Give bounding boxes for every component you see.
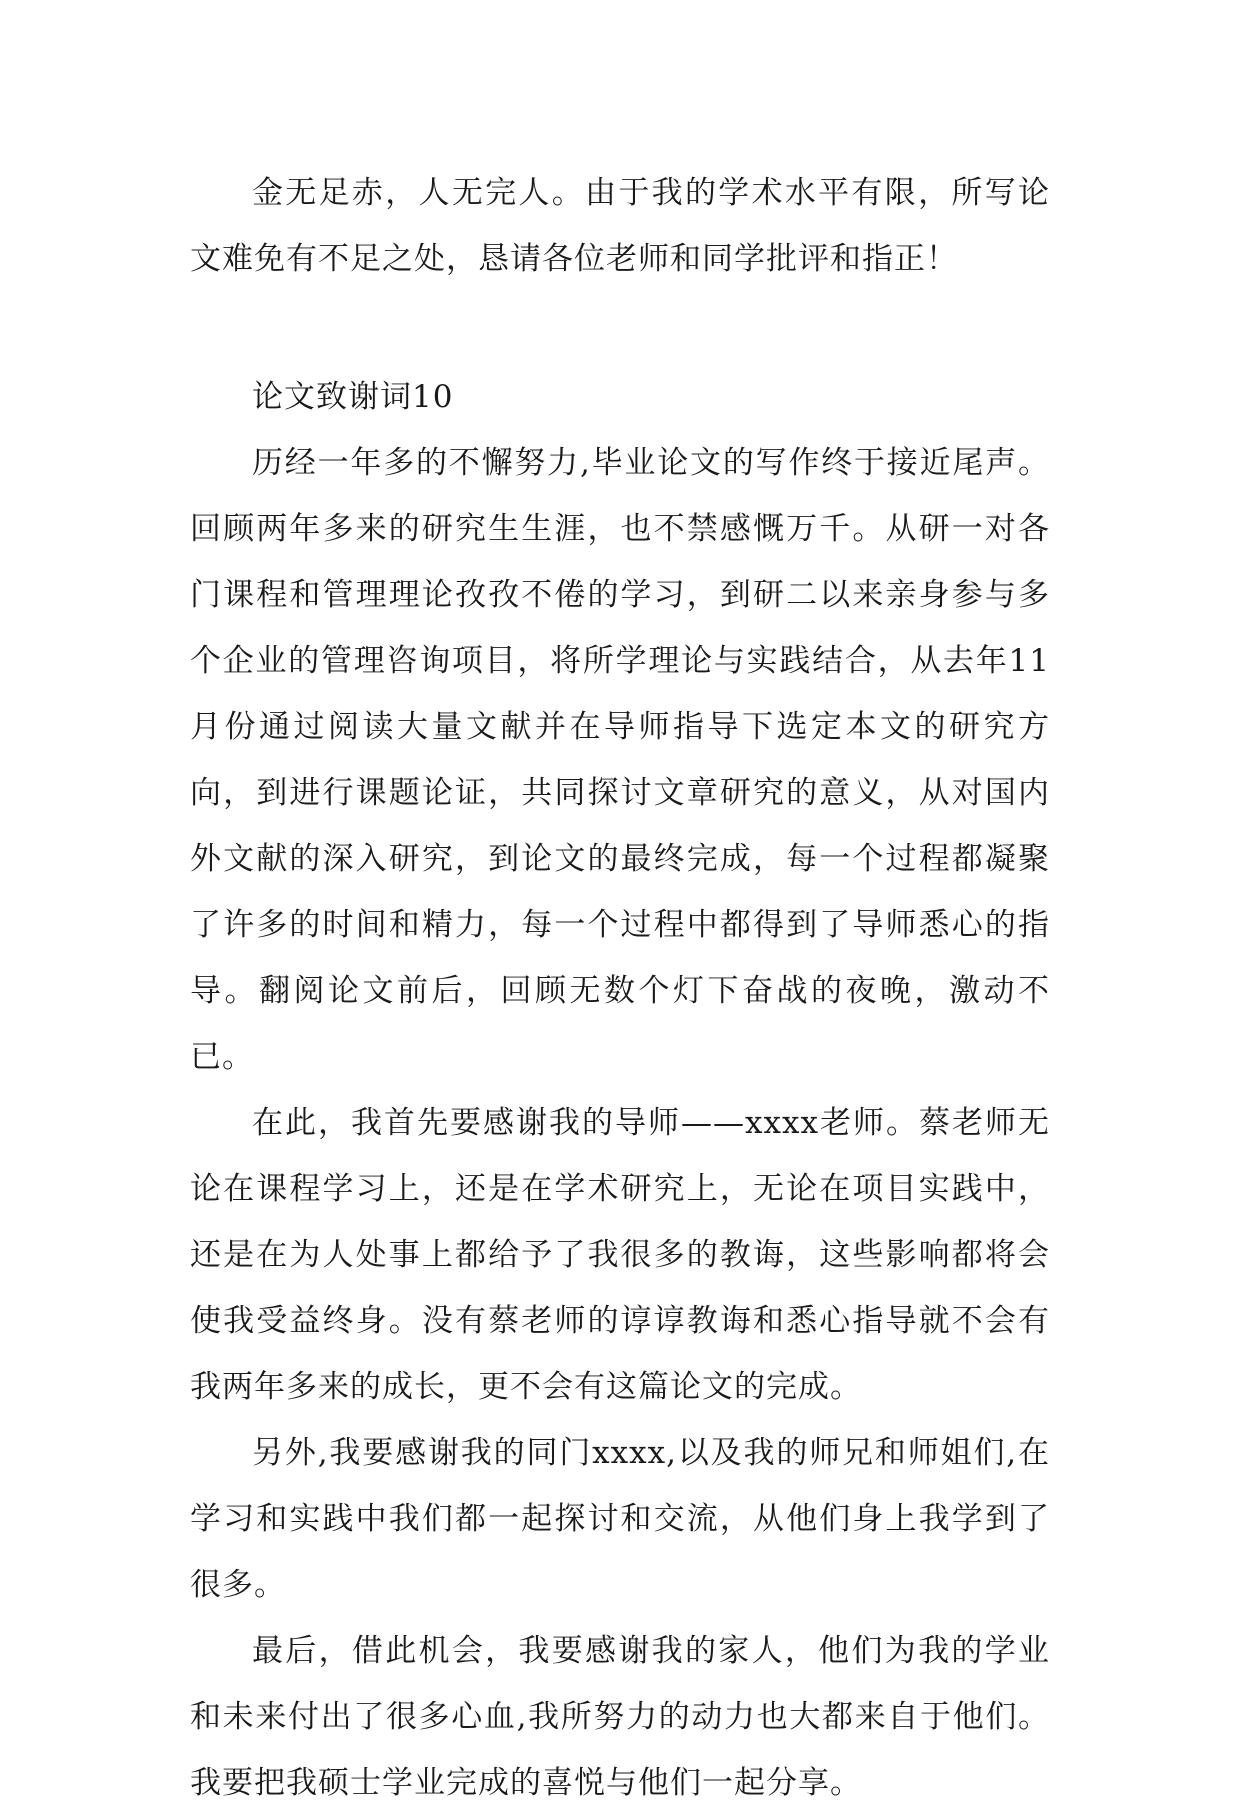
section-gap: [190, 292, 1050, 364]
paragraph-thanks-family: 最后，借此机会，我要感谢我的家人，他们为我的学业和未来付出了很多心血,我所努力的动力也大都来自于他们。我要把我硕士学业完成的喜悦与他们一起分享。: [190, 1633, 1050, 1801]
paragraph-review: 历经一年多的不懈努力,毕业论文的写作终于接近尾声。回顾两年多来的研究生生涯，也不禁感慨万千。从研一对各门课程和管理理论孜孜不倦的学习，到研二以来亲身参与多个企业的管理咨询项目，将所学理论与实践结合，从去年11月份通过阅读大量文献并在导师指导下选定本文的研究方向，到进行课题论证，共同探讨文章研究的意义，从对国内外文献的深入研究，到论文的最终完成，每一个过程都凝聚了许多的时间和精力，每一个过程中都得到了导师悉心的指导。翻阅论文前后，回顾无数个灯下奋战的夜晚，激动不已。: [190, 445, 1050, 1075]
paragraph-thanks-classmates: 另外,我要感谢我的同门xxxx,以及我的师兄和师姐们,在学习和实践中我们都一起探讨和交流，从他们身上我学到了很多。: [190, 1435, 1050, 1603]
paragraph-thanks-advisor: 在此，我首先要感谢我的导师——xxxx老师。蔡老师无论在课程学习上，还是在学术研究上，无论在项目实践中，还是在为人处事上都给予了我很多的教诲，这些影响都将会使我受益终身。没有蔡老师的谆谆教诲和悉心指导就不会有我两年多来的成长，更不会有这篇论文的完成。: [190, 1105, 1050, 1405]
closing-paragraph: 金无足赤，人无完人。由于我的学术水平有限，所写论文难免有不足之处，恳请各位老师和同学批评和指正！: [190, 175, 1050, 277]
document-body: [190, 160, 1050, 1816]
section-title: 论文致谢词10: [252, 379, 454, 415]
